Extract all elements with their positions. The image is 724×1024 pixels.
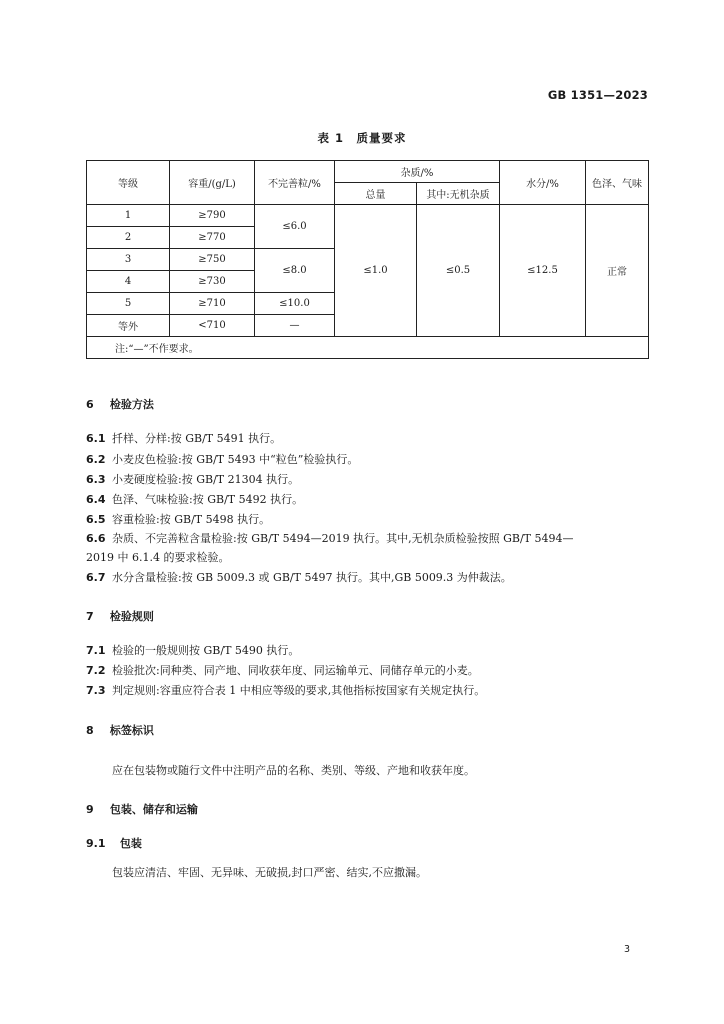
clause-number: 6.6	[86, 532, 106, 545]
imperfect-cell: ≤8.0	[255, 249, 335, 293]
clause-6-6-continued	[86, 549, 648, 567]
grade-cell: 等外	[87, 315, 170, 337]
clause-number: 7.2	[86, 664, 106, 677]
grade-cell: 3	[87, 249, 170, 271]
imperfect-cell: ≤6.0	[255, 205, 335, 249]
header-moisture: 水分/%	[500, 161, 586, 205]
header-impurity: 杂质/%	[335, 161, 500, 183]
clause-number: 6.4	[86, 493, 106, 506]
clause-number: 6.1	[86, 432, 106, 445]
section-8-text: 应在包装物或随行文件中注明产品的名称、类别、等级、产地和收获年度。	[112, 764, 475, 777]
section-title: 包装	[119, 837, 142, 850]
clause-text: 容重检验:按 GB/T 5498 执行。	[112, 513, 271, 526]
grade-cell: 5	[87, 293, 170, 315]
section-title: 包装、储存和运输	[109, 803, 198, 816]
impurity-inorganic-cell: ≤0.5	[417, 205, 500, 337]
section-9-heading	[86, 801, 198, 817]
clause-number: 6.7	[86, 571, 106, 584]
section-number: 6	[86, 398, 94, 411]
weight-cell: ≥770	[170, 227, 255, 249]
grade-cell: 2	[87, 227, 170, 249]
imperfect-cell: ≤10.0	[255, 293, 335, 315]
section-title: 检验规则	[109, 610, 154, 623]
clause-7-2	[86, 662, 648, 680]
header-color-odor: 色泽、气味	[586, 161, 649, 205]
color-odor-cell: 正常	[586, 205, 649, 337]
clause-7-1	[86, 642, 648, 660]
clause-6-7	[86, 569, 648, 587]
header-impurity-inorganic: 其中:无机杂质	[417, 183, 500, 205]
clause-text: 水分含量检验:按 GB 5009.3 或 GB/T 5497 执行。其中,GB 5009.3 为仲裁法。	[112, 571, 512, 584]
section-number: 9.1	[86, 837, 106, 850]
section-9-1-heading	[86, 835, 142, 851]
clause-text: 检验的一般规则按 GB/T 5490 执行。	[112, 644, 300, 657]
section-number: 8	[86, 724, 94, 737]
clause-text: 2019 中 6.1.4 的要求检验。	[86, 551, 230, 564]
standard-number: GB 1351—2023	[547, 88, 648, 102]
clause-6-5	[86, 511, 648, 529]
section-number: 7	[86, 610, 94, 623]
clause-6-1	[86, 430, 648, 448]
clause-number: 7.3	[86, 684, 106, 697]
clause-number: 6.3	[86, 473, 106, 486]
header-weight: 容重/(g/L)	[170, 161, 255, 205]
header-grade: 等级	[87, 161, 170, 205]
clause-number: 6.5	[86, 513, 106, 526]
quality-requirements-table	[86, 160, 649, 359]
section-number: 9	[86, 803, 94, 816]
section-title: 标签标识	[109, 724, 154, 737]
moisture-cell: ≤12.5	[500, 205, 586, 337]
clause-number: 7.1	[86, 644, 106, 657]
section-title: 检验方法	[109, 398, 154, 411]
table-note: 注:“—”不作要求。	[87, 337, 649, 359]
weight-cell: ≥750	[170, 249, 255, 271]
clause-text: 判定规则:容重应符合表 1 中相应等级的要求,其他指标按国家有关规定执行。	[112, 684, 486, 697]
section-7-heading	[86, 608, 154, 624]
table-title: 表 1 质量要求	[317, 131, 407, 145]
header-imperfect: 不完善粒/%	[255, 161, 335, 205]
clause-number: 6.2	[86, 453, 106, 466]
weight-cell: <710	[170, 315, 255, 337]
clause-6-2	[86, 451, 648, 469]
clause-6-3	[86, 471, 648, 489]
clause-6-6	[86, 530, 648, 548]
page-number: 3	[623, 944, 630, 955]
weight-cell: ≥790	[170, 205, 255, 227]
grade-cell: 1	[87, 205, 170, 227]
weight-cell: ≥710	[170, 293, 255, 315]
clause-text: 色泽、气味检验:按 GB/T 5492 执行。	[112, 493, 304, 506]
grade-cell: 4	[87, 271, 170, 293]
imperfect-cell: —	[255, 315, 335, 337]
impurity-total-cell: ≤1.0	[335, 205, 417, 337]
clause-text: 检验批次:同种类、同产地、同收获年度、同运输单元、同储存单元的小麦。	[112, 664, 479, 677]
clause-text: 小麦皮色检验:按 GB/T 5493 中“粒色”检验执行。	[112, 453, 359, 466]
clause-text: 小麦硬度检验:按 GB/T 21304 执行。	[112, 473, 300, 486]
section-9-1-text: 包装应清洁、牢固、无异味、无破损,封口严密、结实,不应撒漏。	[112, 866, 427, 879]
clause-text: 杂质、不完善粒含量检验:按 GB/T 5494—2019 执行。其中,无机杂质检验按照 GB/T 5494—	[112, 532, 574, 545]
header-impurity-total: 总量	[335, 183, 417, 205]
clause-7-3	[86, 682, 648, 700]
section-6-heading	[86, 396, 154, 412]
weight-cell: ≥730	[170, 271, 255, 293]
clause-text: 扦样、分样:按 GB/T 5491 执行。	[112, 432, 282, 445]
clause-6-4	[86, 491, 648, 509]
section-8-heading	[86, 722, 154, 738]
